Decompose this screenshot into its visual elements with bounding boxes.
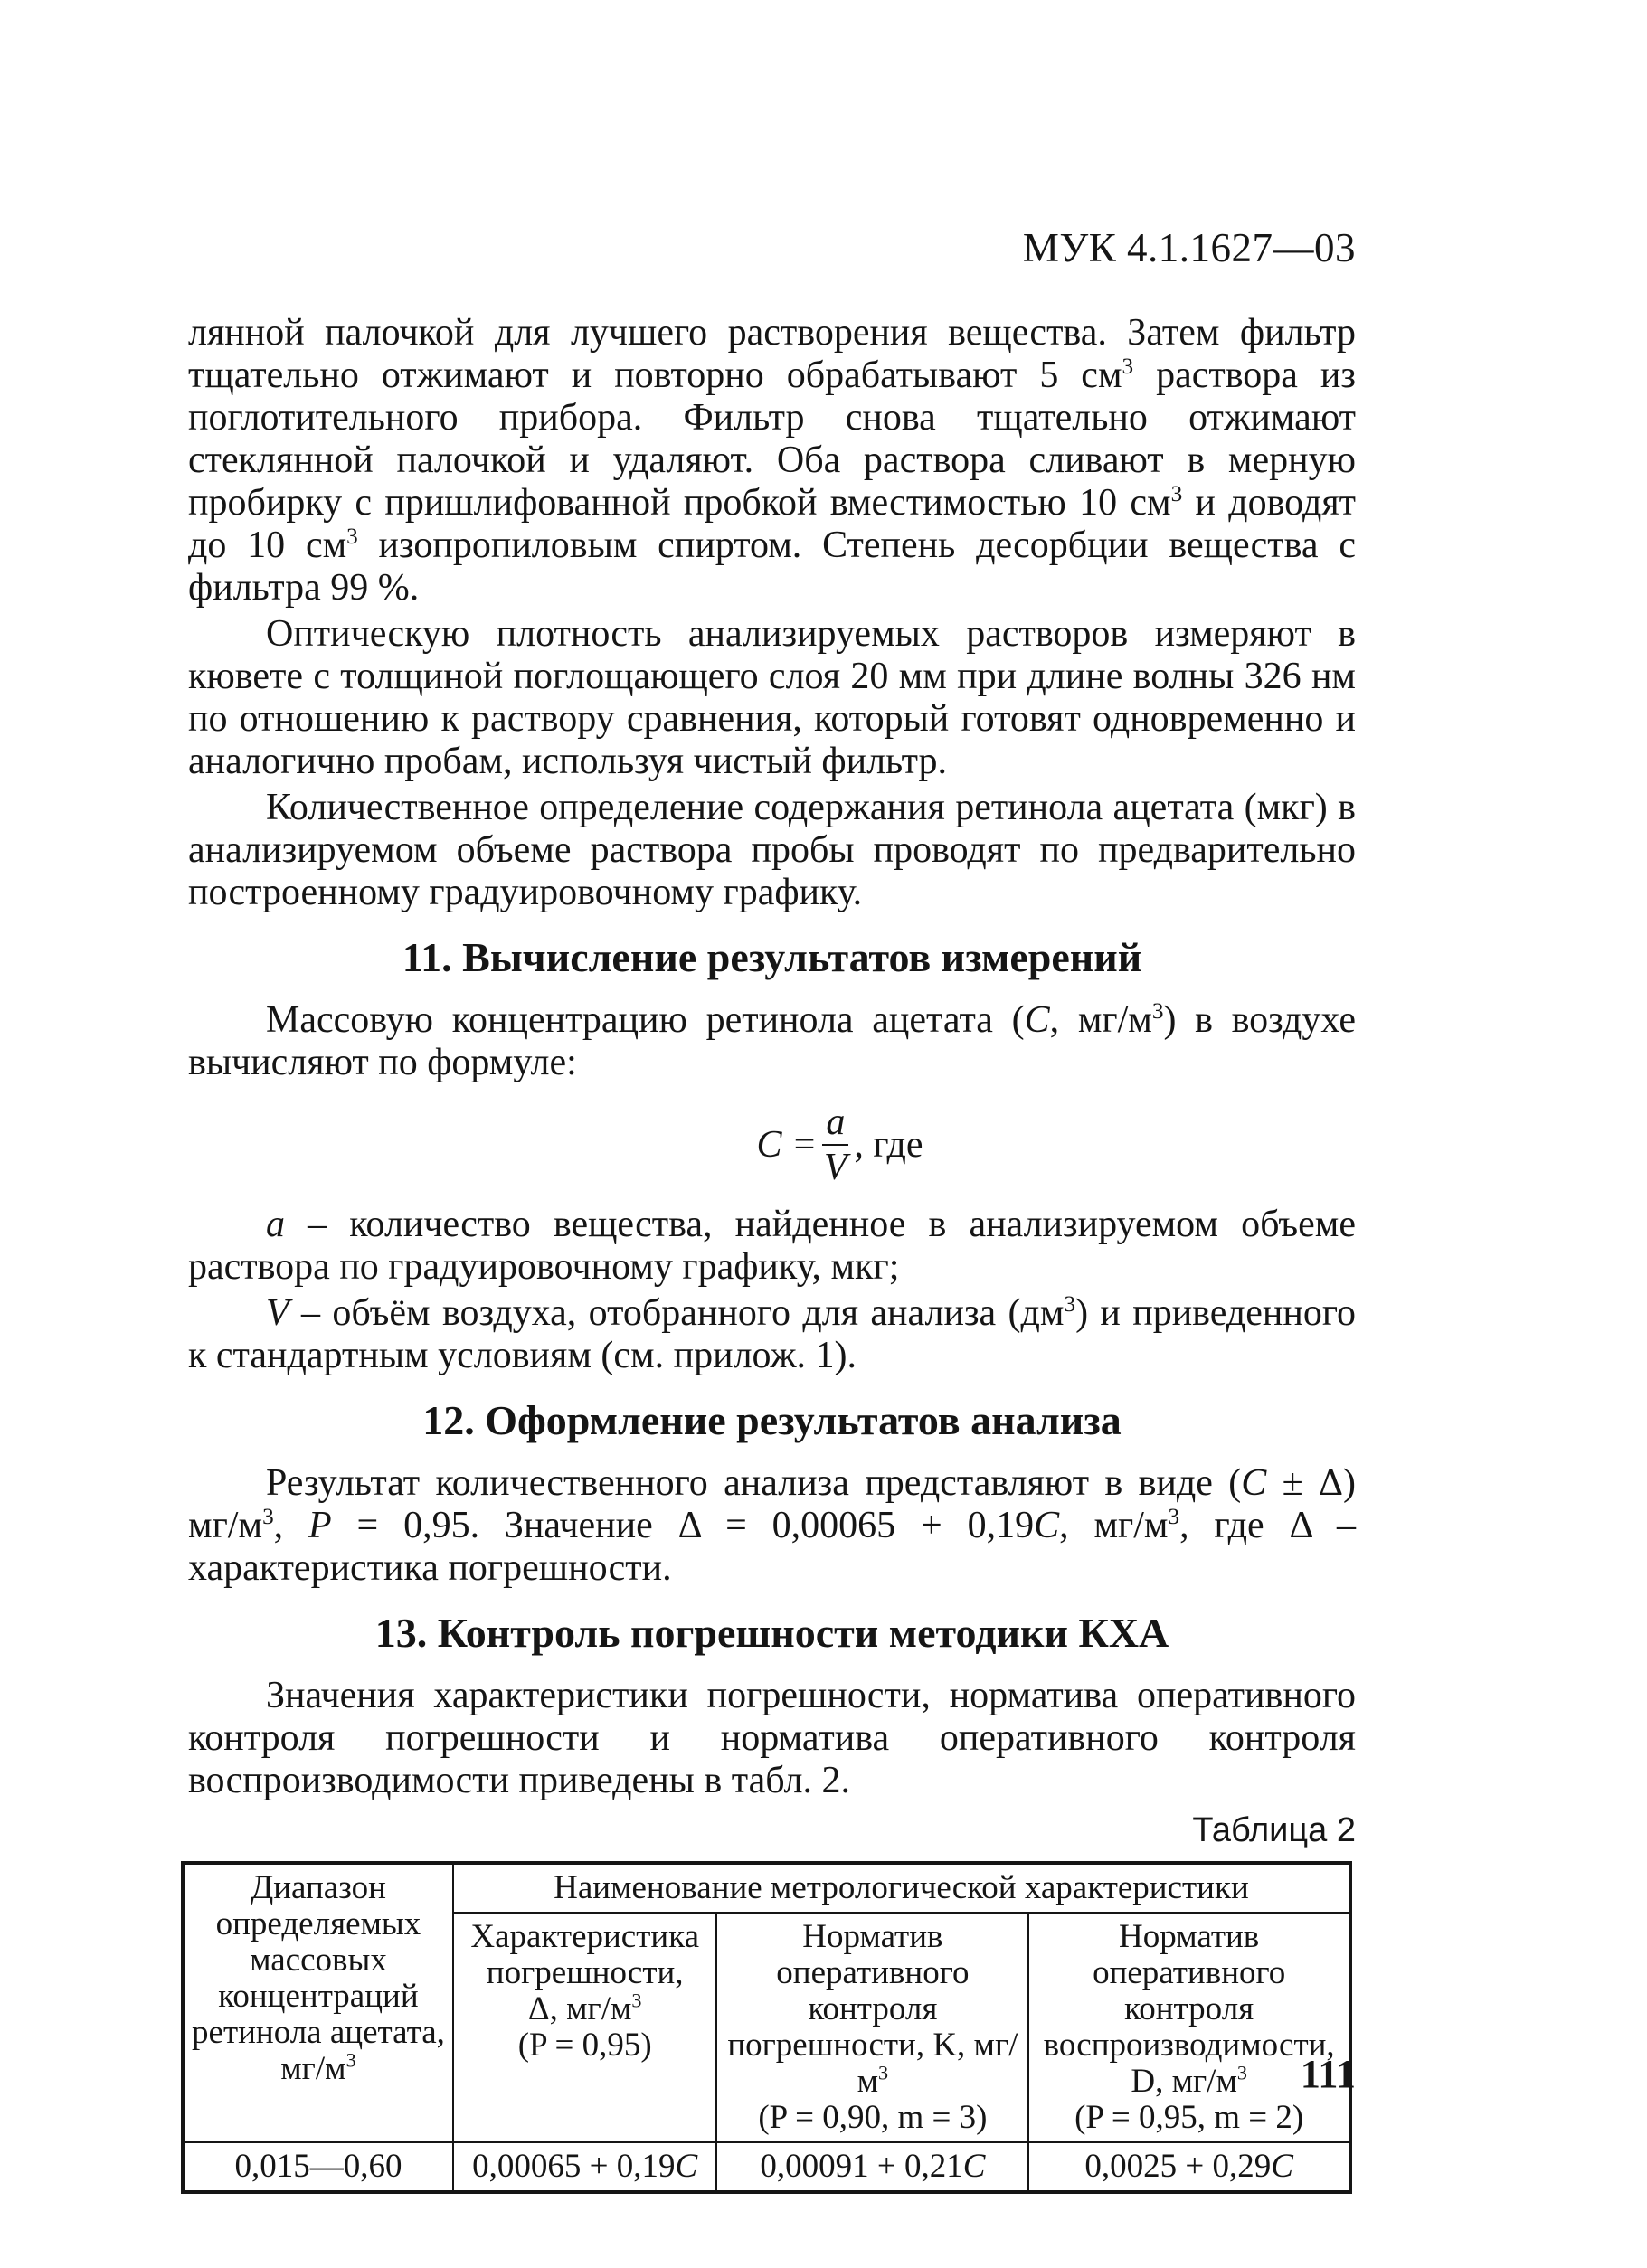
section-11-heading: 11. Вычисление результатов измерений	[402, 934, 1142, 980]
header-group: Наименование метрологической характеристики	[453, 1863, 1350, 1913]
formula	[188, 1091, 1356, 1198]
table-caption: Таблица 2	[1192, 1811, 1356, 1849]
section-11-intro: Массовую концентрацию ретинола ацетата (C, $мг/м^3$) в воздухе вычисляют по формуле:	[188, 999, 1356, 1083]
definition-a: a – количество вещества, найденное в анализируемом объеме раствора по градуировочному графику, мкг;	[188, 1204, 1356, 1288]
section-12-heading: 12. Оформление результатов анализа	[422, 1397, 1122, 1443]
formula-denominator: V	[824, 1147, 847, 1188]
section-13-heading: 13. Контроль погрешности методики КХА	[374, 1610, 1169, 1656]
cell-d: 0,0025 + 0,29C	[1028, 2142, 1350, 2192]
section-13-text: Значения характеристики погрешности, норматива оперативного контроля погрешности и норматива оперативного контроля воспроизводимости приведены в табл. 2.	[188, 1675, 1356, 1801]
header-delta: Характеристика погрешности, Δ, $мг/м^3$ (P = 0,95)	[453, 1913, 717, 2142]
header-d: Норматив оперативного контроля воспроизводимости, D, $мг/м^3$ (P = 0,95, m = 2)	[1028, 1913, 1350, 2142]
cell-range: 0,015—0,60	[183, 2142, 453, 2192]
section-12-text: Результат количественного анализа представляют в виде (C ± Δ) $мг/м^3$, P = 0,95. Значение Δ = 0,00065 + 0,19C, $мг/м^3$, где Δ – характеристика погрешности.	[188, 1462, 1356, 1589]
header-k: Норматив оперативного контроля погрешности, K, $мг/м^3$ (P = 0,90, m = 3)	[716, 1913, 1028, 2142]
metrology-table	[181, 1861, 1352, 2194]
page-body	[188, 312, 1356, 2194]
table-row	[183, 2142, 1350, 2192]
paragraph-optical-density: Оптическую плотность анализируемых растворов измеряют в кювете с толщиной поглощающего слоя 20 мм при длине волны 326 нм по отношению к раствору сравнения, который готовят одновременно и аналогично пробам, используя чистый фильтр.	[188, 613, 1356, 782]
formula-fraction	[822, 1101, 848, 1189]
header-range: Диапазон определяемых массовых концентраций ретинола ацетата, $мг/м^3$	[183, 1863, 453, 2142]
definition-v: V – объём воздуха, отобранного для анализа $(дм^3)$ и приведенного к стандартным условиям (см. прилож. 1).	[188, 1292, 1356, 1376]
table-header-row	[183, 1863, 1350, 1913]
formula-lhs: C =	[756, 1123, 818, 1166]
cell-delta: 0,00065 + 0,19C	[453, 2142, 717, 2192]
paragraph-desorption: лянной палочкой для лучшего растворения вещества. Затем фильтр тщательно отжимают и повторно обрабатывают 5 $см^3$ раствора из поглотительного прибора. Фильтр снова тщательно отжимают стеклянной палочкой и удаляют. Оба раствора сливают в мерную пробирку с пришлифованной пробкой вместимостью 10 $см^3$ и доводят до 10 $см^3$ изопропиловым спиртом. Степень десорбции вещества с фильтра 99 %.	[188, 312, 1356, 609]
formula-numerator: a	[822, 1101, 848, 1146]
document-id: МУК 4.1.1627—03	[1022, 225, 1356, 270]
formula-tail: , где	[854, 1123, 923, 1166]
page-number: 111	[1300, 2052, 1356, 2096]
cell-k: 0,00091 + 0,21C	[716, 2142, 1028, 2192]
paragraph-quantitative: Количественное определение содержания ретинола ацетата (мкг) в анализируемом объеме раствора пробы проводят по предварительно построенному градуировочному графику.	[188, 787, 1356, 913]
